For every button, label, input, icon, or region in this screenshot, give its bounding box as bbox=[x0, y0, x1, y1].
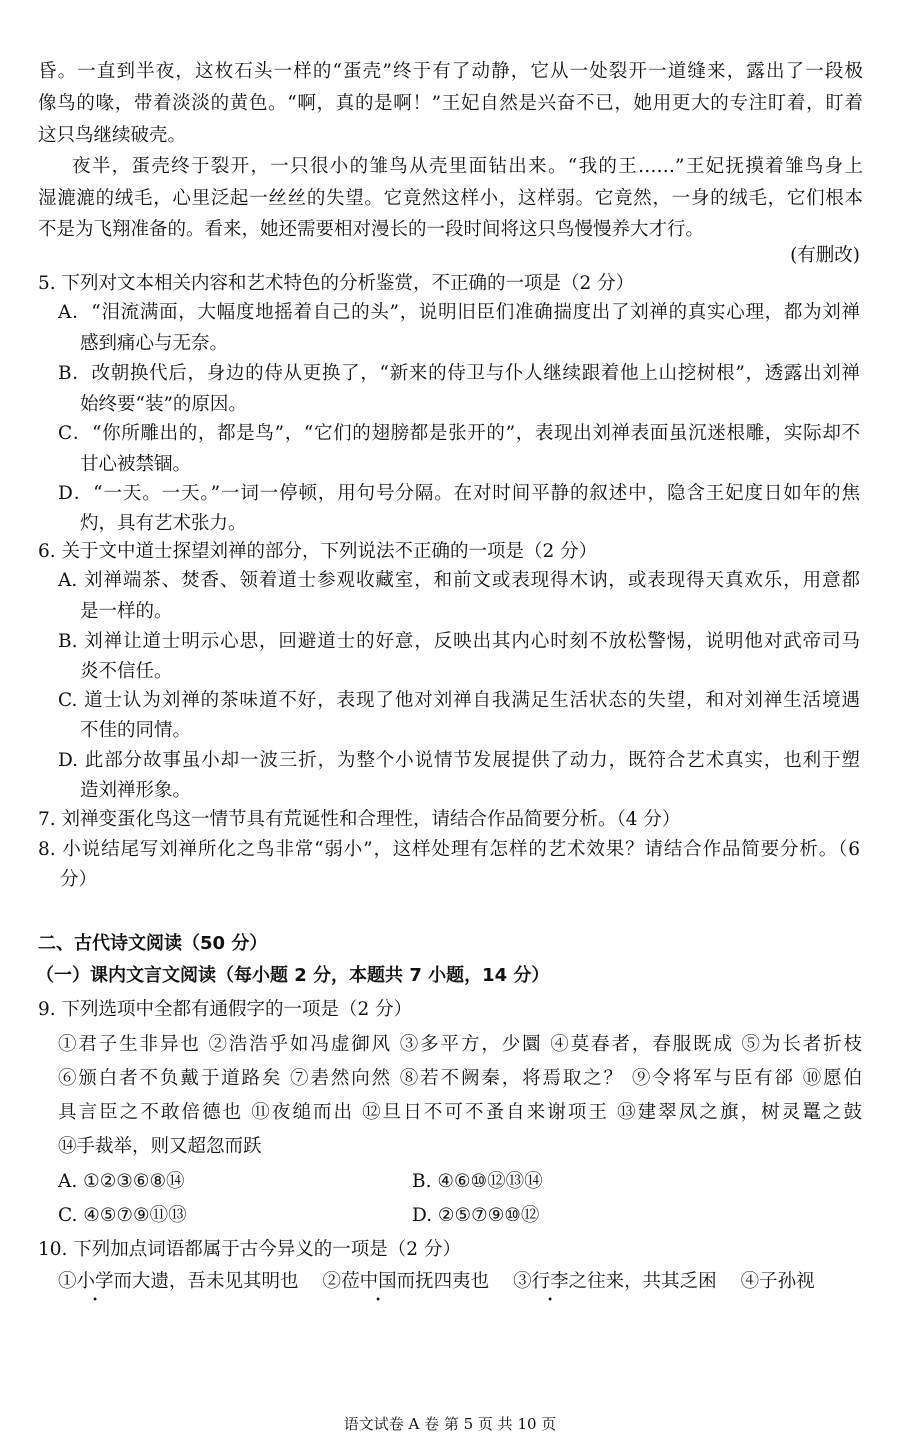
q9-option-d: D. ②⑤⑦⑨⑩⑫ bbox=[412, 1205, 540, 1226]
page-footer: 语文试卷 A 卷 第 5 页 共 10 页 bbox=[343, 1415, 557, 1433]
q10-item-4-num: ④ bbox=[740, 1271, 760, 1292]
q8-stem: 8. 小说结尾写刘禅所化之鸟非常“弱小”，这样处理有怎样的艺术效果？请结合作品简要分析。（6 bbox=[38, 839, 860, 860]
q6-option-d: D. 此部分故事虽小却一波三折，为整个小说情节发展提供了动力，既符合艺术真实，也利于塑 bbox=[58, 750, 860, 771]
q6-option-b-cont: 炎不信任。 bbox=[80, 661, 173, 682]
passage-line-6: 不是为飞翔准备的。看来，她还需要相对漫长的一段时间将这只鸟慢慢养大才行。 bbox=[38, 219, 705, 240]
section-2-subtitle: （一）课内文言文阅读（每小题 2 分，本题共 7 小题，14 分） bbox=[36, 965, 550, 986]
q10-item-3-emphasized: 行李 bbox=[531, 1271, 569, 1292]
q10-item-3-num: ③ bbox=[513, 1271, 532, 1292]
q10-item-2-post: 而抚四夷也 bbox=[396, 1271, 490, 1292]
q9-option-b: B. ④⑥⑩⑫⑬⑭ bbox=[412, 1171, 543, 1192]
q6-option-c-cont: 不佳的同情。 bbox=[80, 720, 192, 741]
q10-stem: 10. 下列加点词语都属于古今异义的一项是（2 分） bbox=[38, 1239, 461, 1260]
passage-line-5: 湿漉漉的绒毛，心里泛起一丝丝的失望。它竟然这样小，这样弱。它竟然，一身的绒毛，它们根本 bbox=[38, 188, 863, 209]
q5-option-b-cont: 始终要“装”的原因。 bbox=[80, 394, 247, 415]
q6-option-d-cont: 造刘禅形象。 bbox=[80, 780, 192, 801]
q10-item-3-post: 之往来，共其乏困 bbox=[568, 1271, 717, 1292]
q10-item-1-post: 而大遗，吾未见其明也 bbox=[113, 1271, 299, 1292]
passage-line-2: 像鸟的喙，带着淡淡的黄色。“啊，真的是啊！”王妃自然是兴奋不已，她用更大的专注盯着，盯着 bbox=[38, 93, 863, 114]
passage-line-1: 昏。一直到半夜，这枚石头一样的“蛋壳”终于有了动静，它从一处裂开一道缝来，露出了一段极 bbox=[38, 61, 863, 82]
passage-line-4: 夜半，蛋壳终于裂开，一只很小的雏鸟从壳里面钻出来。“我的王……”王妃抚摸着雏鸟身上 bbox=[72, 156, 863, 177]
q9-stem: 9. 下列选项中全都有通假字的一项是（2 分） bbox=[38, 999, 413, 1020]
q5-option-c-cont: 甘心被禁锢。 bbox=[80, 454, 192, 475]
q5-option-c: C．“你所雕出的，都是鸟”，“它们的翅膀都是张开的”，表现出刘禅表面虽沉迷根雕，实际却不 bbox=[58, 423, 860, 444]
q10-item-2-pre: 莅 bbox=[341, 1271, 360, 1292]
q7-stem: 7. 刘禅变蛋化鸟这一情节具有荒诞性和合理性，请结合作品简要分析。（4 分） bbox=[38, 809, 681, 830]
q9-items-line-3: 具言臣之不敢倍德也 ⑪夜缒而出 ⑫旦日不可不蚤自来谢项王 ⑬建翠凤之旗，树灵鼍之鼓 bbox=[58, 1102, 862, 1123]
q10-item-1-num: ① bbox=[58, 1271, 77, 1292]
q10-item-1-emphasized: 小学 bbox=[76, 1271, 114, 1292]
q5-option-d: D．“一天。一天。”一词一停顿，用句号分隔。在对时间平静的叙述中，隐含王妃度日如年的焦 bbox=[58, 483, 860, 504]
q10-item-3 bbox=[513, 1271, 717, 1292]
q10-item-2-emphasized: 中国 bbox=[359, 1271, 397, 1292]
q6-option-b: B. 刘禅让道士明示心思，回避道士的好意，反映出其内心时刻不放松警惕，说明他对武帝司马 bbox=[58, 631, 860, 652]
q5-option-a: A．“泪流满面，大幅度地摇着自己的头”，说明旧臣们准确揣度出了刘禅的真实心理，都为刘禅 bbox=[58, 302, 860, 323]
q9-items-line-1: ①君子生非异也 ②浩浩乎如冯虚御风 ③多平方，少圜 ④莫春者，春服既成 ⑤为长者折枝 bbox=[58, 1034, 862, 1055]
q5-option-d-cont: 灼，具有艺术张力。 bbox=[80, 513, 247, 534]
q10-item-2-num: ② bbox=[322, 1271, 342, 1292]
q10-item-4-text: 子孙视 bbox=[759, 1271, 815, 1292]
section-2-title: 二、古代诗文阅读（50 分） bbox=[38, 933, 268, 954]
q5-option-b: B．改朝换代后，身边的侍从更换了，“新来的侍卫与仆人继续跟着他上山挖树根”，透露出刘禅 bbox=[58, 363, 860, 384]
source-note: (有删改) bbox=[790, 245, 860, 266]
q10-items-line-1 bbox=[58, 1266, 868, 1298]
q5-stem: 5. 下列对文本相关内容和艺术特色的分析鉴赏，不正确的一项是（2 分） bbox=[38, 273, 635, 294]
q9-option-c: C. ④⑤⑦⑨⑪⑬ bbox=[58, 1205, 187, 1226]
q5-option-a-cont: 感到痛心与无奈。 bbox=[80, 333, 229, 354]
q10-item-1 bbox=[58, 1271, 299, 1292]
q6-option-c: C. 道士认为刘禅的茶味道不好，表现了他对刘禅自我满足生活状态的失望，和对刘禅生活境遇 bbox=[58, 690, 860, 711]
q6-option-a-cont: 是一样的。 bbox=[80, 601, 173, 622]
q9-option-a: A. ①②③⑥⑧⑭ bbox=[58, 1171, 185, 1192]
q6-option-a: A. 刘禅端茶、焚香、领着道士参观收藏室，和前文或表现得木讷，或表现得天真欢乐，用意都 bbox=[58, 570, 860, 591]
q10-item-4 bbox=[741, 1271, 815, 1292]
q10-item-2 bbox=[323, 1271, 490, 1292]
passage-line-3: 这只鸟继续破壳。 bbox=[38, 125, 187, 146]
q9-items-line-4: ⑭手裁举，则又超忽而跃 bbox=[58, 1136, 262, 1157]
q9-items-line-2: ⑥颁白者不负戴于道路矣 ⑦砉然向然 ⑧若不阙秦，将焉取之？ ⑨令将军与臣有郤 ⑩愿伯 bbox=[58, 1068, 862, 1089]
q8-stem-cont: 分） bbox=[60, 869, 98, 890]
q6-stem: 6. 关于文中道士探望刘禅的部分，下列说法不正确的一项是（2 分） bbox=[38, 541, 598, 562]
